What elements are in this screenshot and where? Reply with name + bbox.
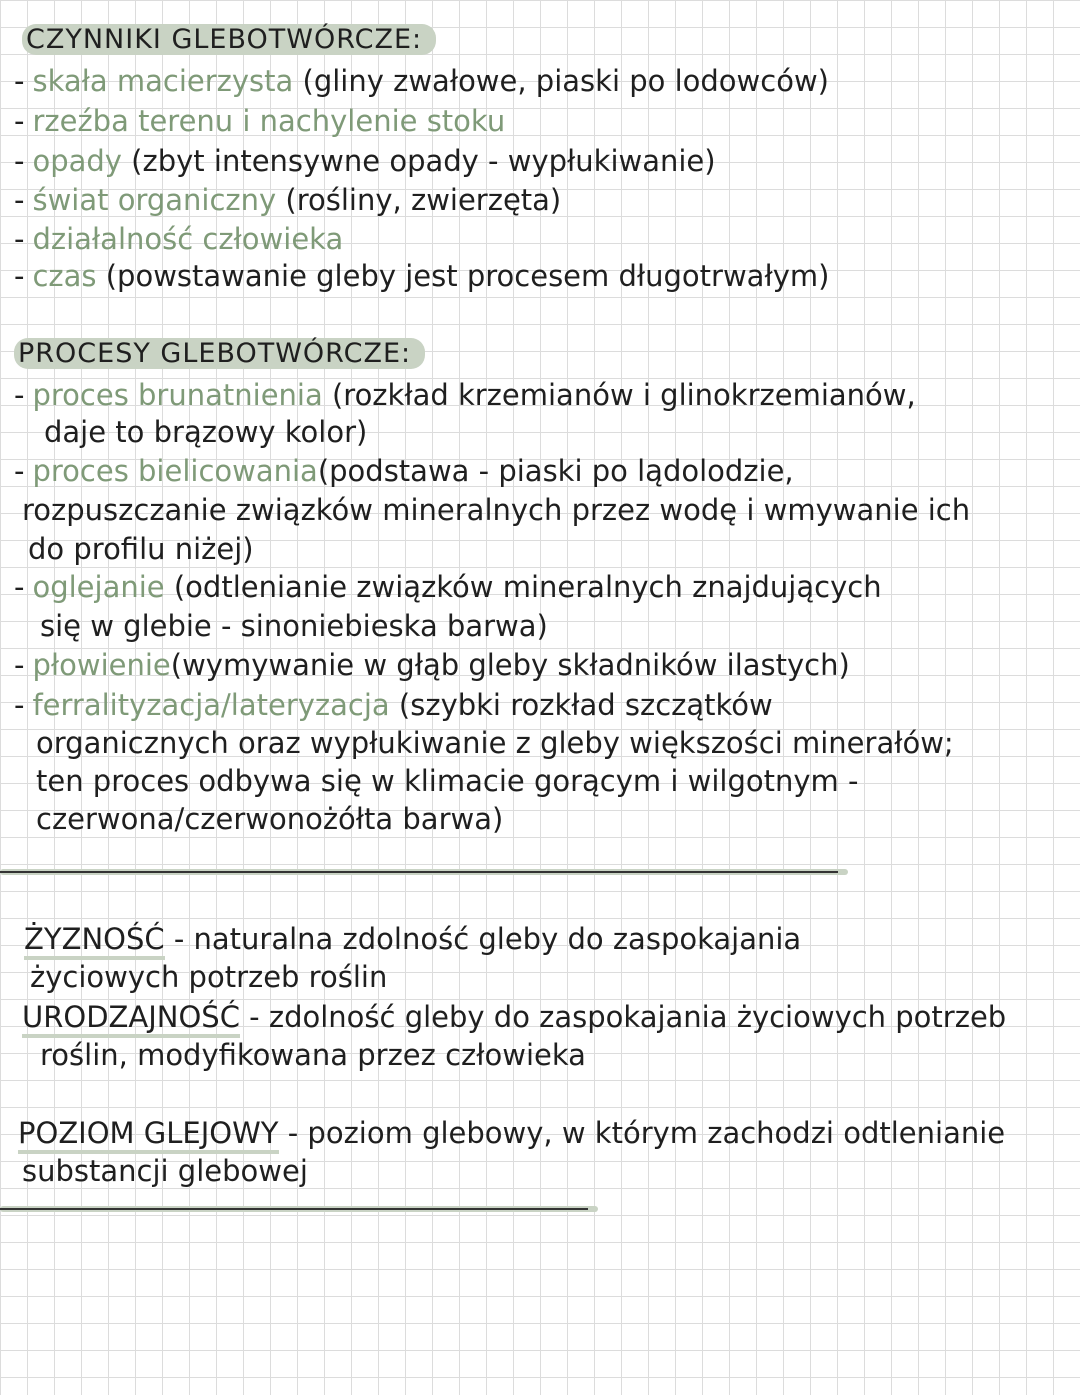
- factor-item: - świat organiczny (rośliny, zwierzęta): [14, 183, 562, 217]
- definition-productivity: URODZAJNOŚĆ - zdolność gleby do zaspokajania życiowych potrzeb: [22, 998, 1006, 1036]
- process-continuation: do profilu niżej): [28, 532, 254, 566]
- process-item: - płowienie(wymywanie w głąb gleby składników ilastych): [14, 648, 850, 682]
- process-item: - proces brunatnienia (rozkład krzemianów i glinokrzemianów,: [14, 378, 916, 412]
- definition-continuation: życiowych potrzeb roślin: [30, 960, 388, 994]
- definition-gley: POZIOM GLEJOWY - poziom glebowy, w którym zachodzi odtlenianie: [18, 1114, 1005, 1152]
- definition-continuation: roślin, modyfikowana przez człowieka: [40, 1038, 586, 1072]
- process-continuation: ten proces odbywa się w klimacie gorącym i wilgotnym -: [36, 764, 859, 798]
- definition-continuation: substancji glebowej: [22, 1154, 308, 1188]
- factors-heading: CZYNNIKI GLEBOTWÓRCZE:: [22, 24, 436, 55]
- factor-item: - rzeźba terenu i nachylenie stoku: [14, 104, 506, 138]
- section-divider: [0, 1206, 598, 1212]
- definition-fertility: ŻYZNOŚĆ - naturalna zdolność gleby do zaspokajania: [24, 920, 801, 958]
- process-continuation: rozpuszczanie związków mineralnych przez wodę i wmywanie ich: [22, 493, 971, 527]
- process-continuation: organicznych oraz wypłukiwanie z gleby większości minerałów;: [36, 726, 954, 760]
- process-item: - ferralityzacja/lateryzacja (szybki rozkład szczątków: [14, 688, 773, 722]
- section-divider: [0, 869, 848, 875]
- factor-item: - opady (zbyt intensywne opady - wypłukiwanie): [14, 144, 716, 178]
- process-continuation: czerwona/czerwonożółta barwa): [36, 802, 504, 836]
- process-continuation: się w glebie - sinoniebieska barwa): [40, 609, 548, 643]
- process-continuation: daje to brązowy kolor): [44, 415, 368, 449]
- process-item: - oglejanie (odtlenianie związków mineralnych znajdujących: [14, 570, 882, 604]
- processes-heading: PROCESY GLEBOTWÓRCZE:: [14, 338, 425, 369]
- process-item: - proces bielicowania(podstawa - piaski po lądolodzie,: [14, 454, 794, 488]
- factor-item: - skała macierzysta (gliny zwałowe, piaski po lodowców): [14, 64, 829, 98]
- factor-item: - czas (powstawanie gleby jest procesem długotrwałym): [14, 259, 830, 293]
- factor-item: - działalność człowieka: [14, 222, 344, 256]
